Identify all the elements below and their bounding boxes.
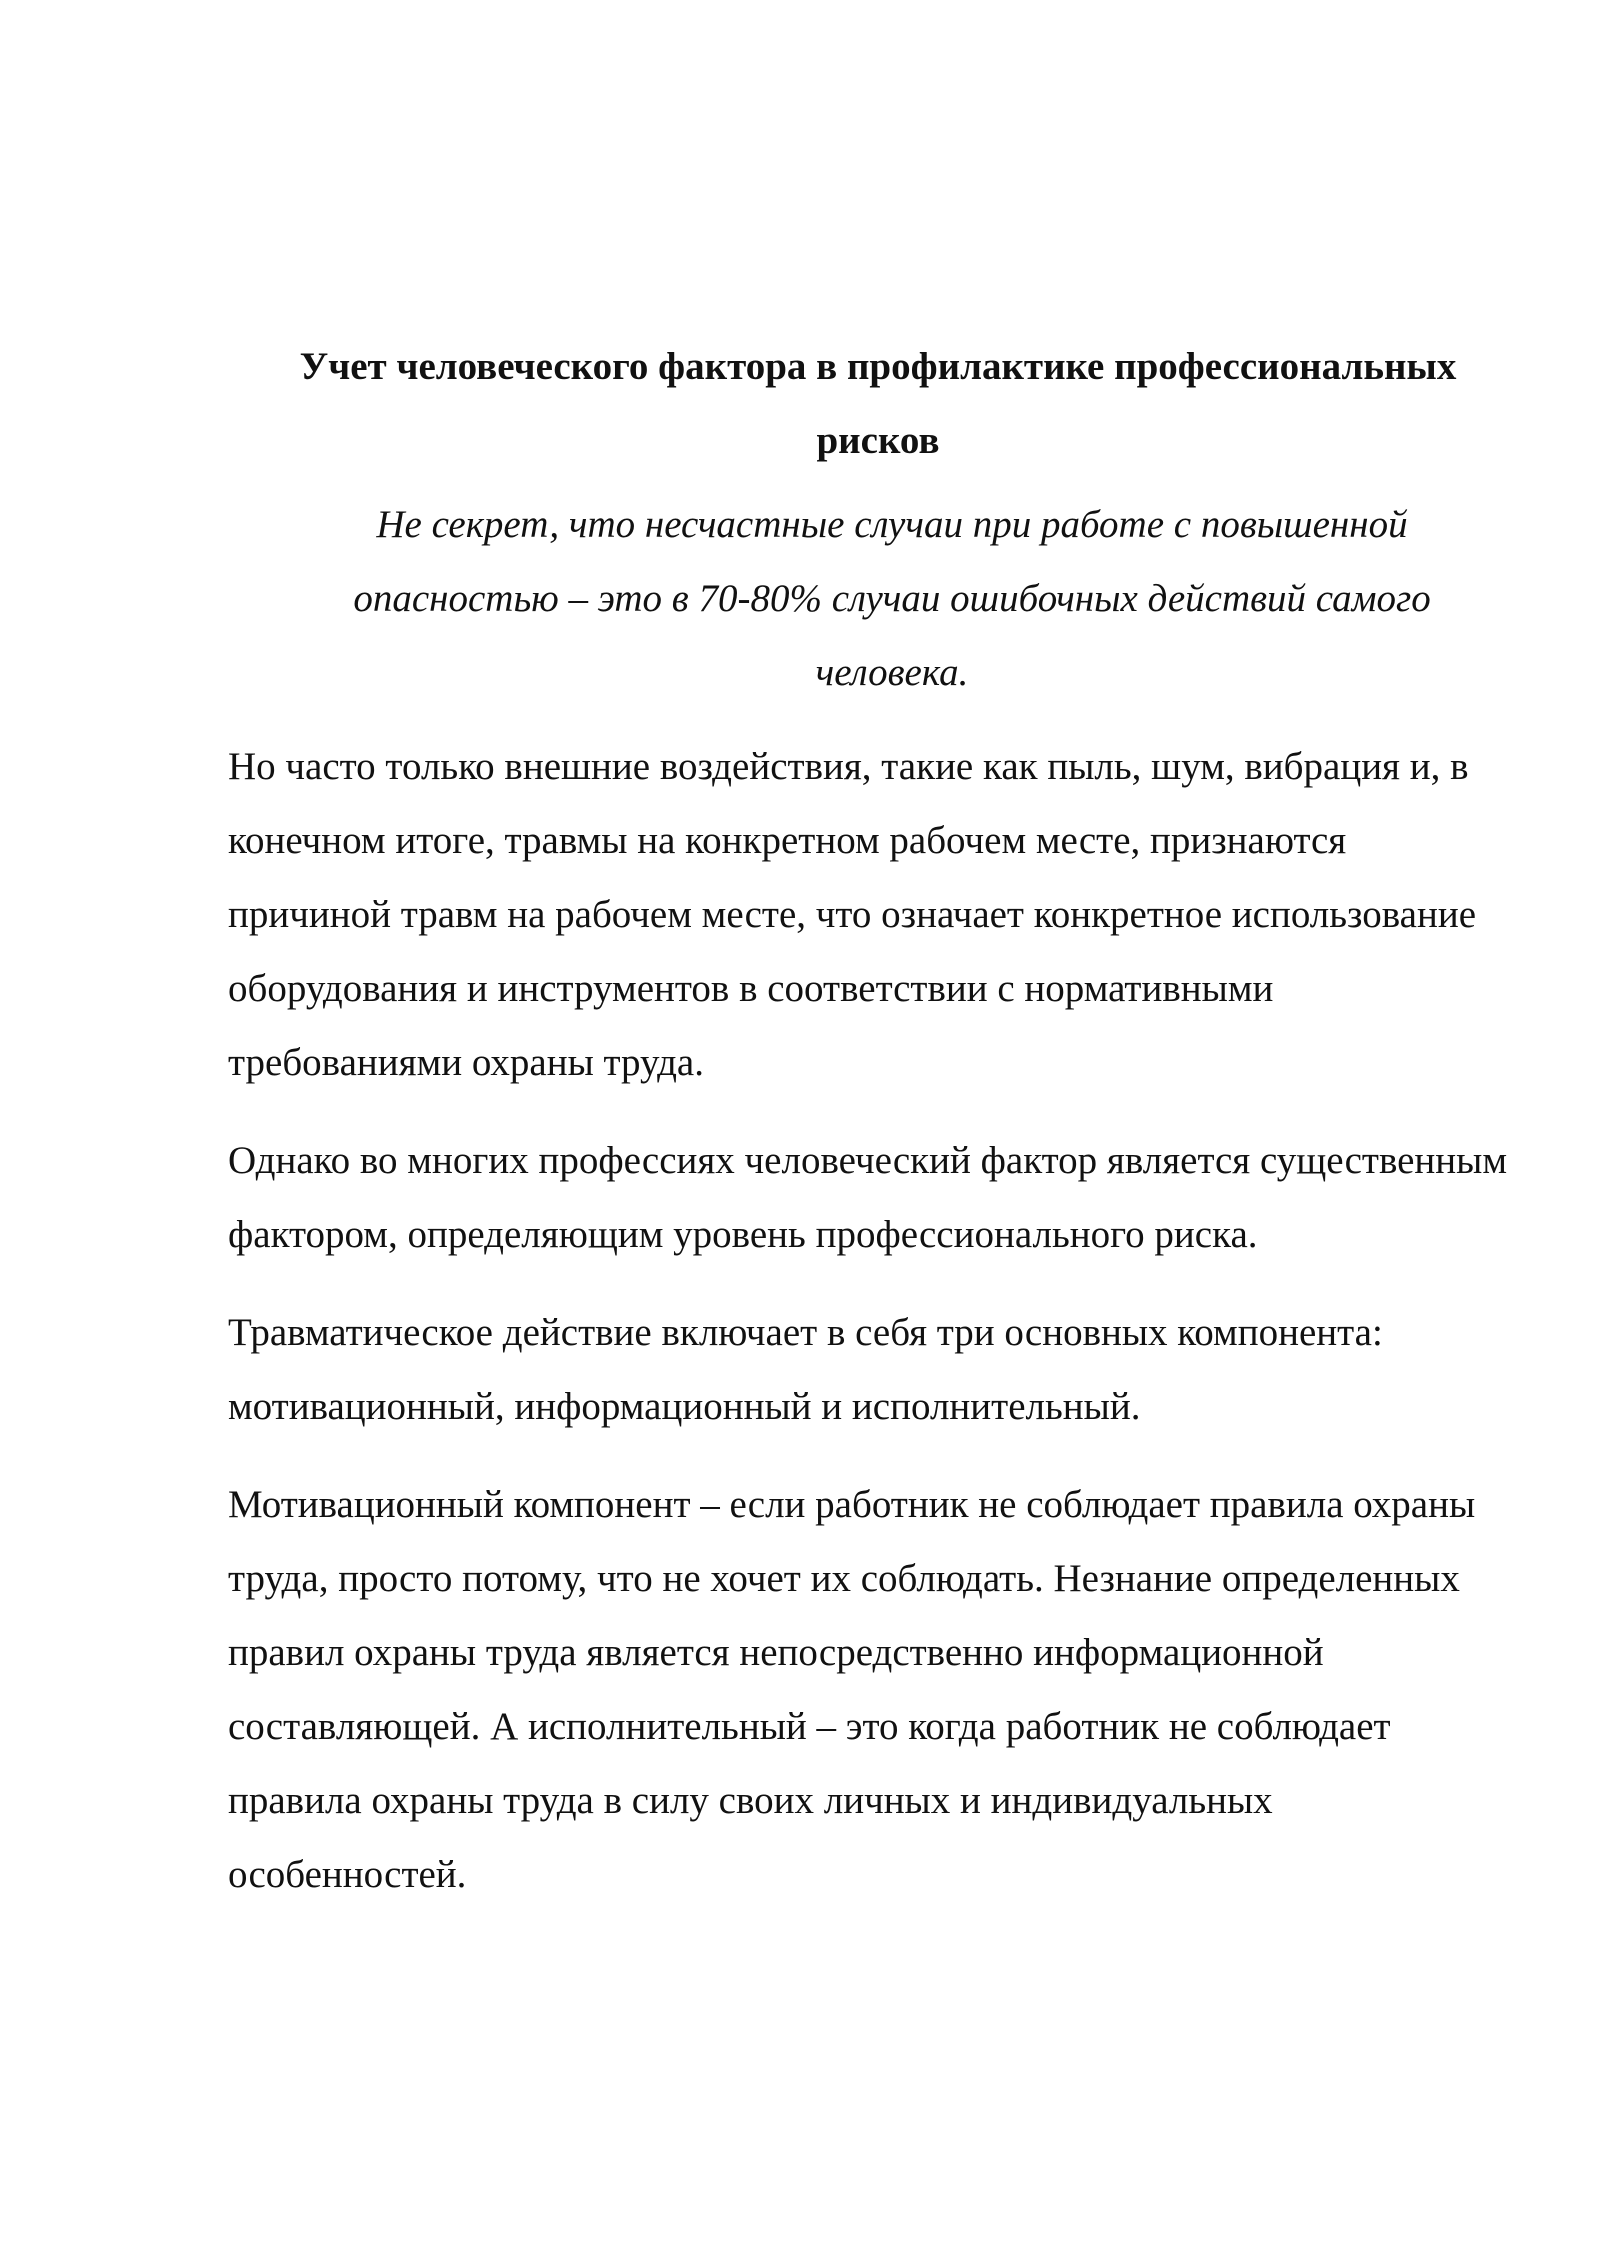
paragraph-3: Травматическое действие включает в себя три основных компонента: мотивационный, информационный и исполнительный.: [228, 1311, 1383, 1428]
paragraph-2: Однако во многих профессиях человеческий фактор является существенным фактором, определяющим уровень профессионального риска.: [228, 1139, 1508, 1256]
document-title: Учет человеческого фактора в профилактике профессиональных рисков: [299, 345, 1457, 462]
paragraph-1: Но часто только внешние воздействия, такие как пыль, шум, вибрация и, в конечном итоге, травмы на конкретном рабочем месте, признаются причиной травм на рабочем месте, что означает конкретное использование оборудования и инструментов в соответствии с нормативными требованиями охраны труда.: [228, 745, 1476, 1084]
paragraph-4: Мотивационный компонент – если работник не соблюдает правила охраны труда, просто потому, что не хочет их соблюдать. Незнание определенных правил охраны труда является непосредственно информационной составляющей. А исполнительный – это когда работник не соблюдает правила охраны труда в силу своих личных и индивидуальных особенностей.: [228, 1483, 1476, 1896]
lead-paragraph: Не секрет, что несчастные случаи при работе с повышенной опасностью – это в 70-80% случаи ошибочных действий самого человека.: [353, 503, 1431, 694]
document-body: [228, 330, 1516, 1912]
